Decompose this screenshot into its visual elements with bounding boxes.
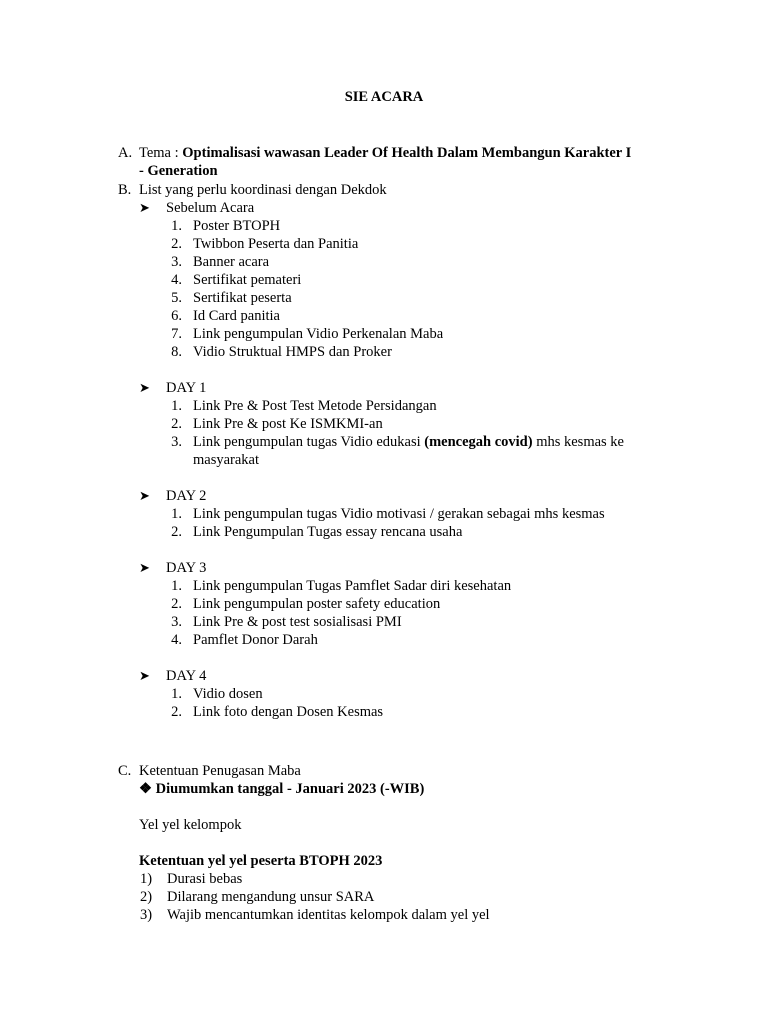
group-title: DAY 4 [166,668,207,684]
diamond-bullet-icon: ❖ [139,781,152,797]
rules-list [140,870,700,924]
list-item: 1) Durasi bebas [140,871,243,887]
list-item: 1. Vidio dosen [171,686,263,702]
arrow-bullet-icon: ➤ [139,668,150,683]
section-a [118,144,718,180]
section-c [118,762,718,870]
list-item: 2. Link Pengumpulan Tugas essay rencana usaha [171,524,463,540]
list-item: 7. Link pengumpulan Vidio Perkenalan Maba [171,326,444,342]
group-day-1 [118,379,718,397]
list-item: 2) Dilarang mengandung unsur SARA [140,889,375,905]
arrow-bullet-icon: ➤ [139,200,150,215]
theme-title-line1: Optimalisasi wawasan Leader Of Health Dalam Membangun Karakter I [182,145,632,161]
group-title: DAY 3 [166,560,207,576]
section-a-marker: A. [118,145,133,161]
announcement-text: Diumumkan tanggal - Januari 2023 (-WIB) [155,781,425,797]
yel-label: Yel yel kelompok [139,817,242,833]
list-item: 3. Link Pre & post test sosialisasi PMI [171,614,402,630]
arrow-bullet-icon: ➤ [139,560,150,575]
list-item: 6. Id Card panitia [171,308,280,324]
list-item: 2. Link Pre & post Ke ISMKMI-an [171,416,383,432]
section-c-heading: Ketentuan Penugasan Maba [139,763,301,779]
list-item: 2. Link pengumpulan poster safety education [171,596,441,612]
list-item: 5. Sertifikat peserta [171,290,292,306]
document-title: SIE ACARA [344,89,424,105]
theme-label: Tema : [139,145,183,161]
list-item: 3. Banner acara [171,254,270,270]
group-title: Sebelum Acara [166,200,255,216]
section-c-marker: C. [118,763,132,779]
list-item: 4. Pamflet Donor Darah [171,632,318,648]
section-b-heading: List yang perlu koordinasi dengan Dekdok [139,182,387,198]
rules-heading: Ketentuan yel yel peserta BTOPH 2023 [139,853,383,869]
arrow-bullet-icon: ➤ [139,380,150,395]
arrow-bullet-icon: ➤ [139,488,150,503]
list-item: 3) Wajib mencantumkan identitas kelompok dalam yel yel [140,907,490,923]
list-item: 1. Poster BTOPH [171,218,281,234]
group-title: DAY 1 [166,380,207,396]
list-item: 2. Twibbon Peserta dan Panitia [171,236,359,252]
list-item: 3. Link pengumpulan tugas Vidio edukasi (mencegah covid) mhs kesmas ke masyarakat [171,434,624,468]
list-item: 1. Link Pre & Post Test Metode Persidangan [171,398,437,414]
group-day-4 [118,667,718,685]
theme-title-line2: - Generation [139,163,218,179]
list-item: 4. Sertifikat pemateri [171,272,302,288]
list-item: 1. Link pengumpulan Tugas Pamflet Sadar diri kesehatan [171,578,512,594]
group-day-3 [118,559,718,577]
group-day-2 [118,487,718,505]
list-item: 8. Vidio Struktual HMPS dan Proker [171,344,392,360]
list-item: 2. Link foto dengan Dosen Kesmas [171,704,384,720]
group-title: DAY 2 [166,488,207,504]
list-item: 1. Link pengumpulan tugas Vidio motivasi / gerakan sebagai mhs kesmas [171,506,605,522]
section-b-marker: B. [118,182,132,198]
group-sebelum-acara [118,199,718,217]
section-b [118,181,718,721]
